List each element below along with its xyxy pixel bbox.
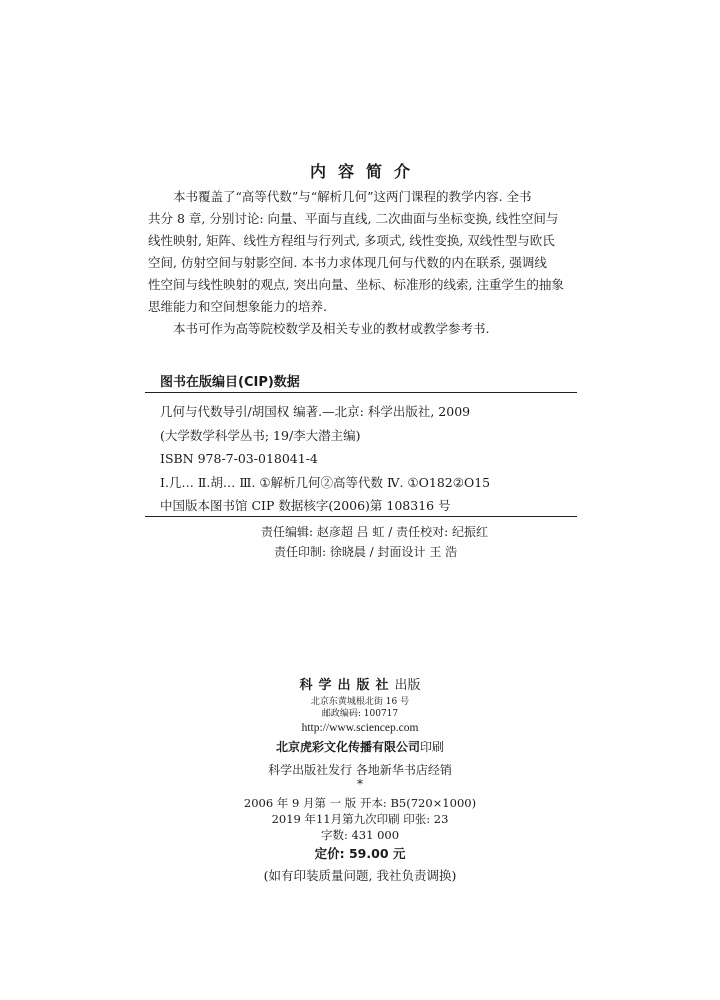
summary-title: 内容简介 <box>309 162 422 181</box>
cip-bottom-rule <box>145 516 577 517</box>
publisher-line <box>0 674 720 693</box>
summary-line: 本书覆盖了“高等代数”与“解析几何”这两门课程的教学内容. 全书 <box>173 189 532 204</box>
price-line: 定价: 59.00 元 <box>314 846 406 861</box>
summary-usage: 本书可作为高等院校数学及相关专业的教材或教学参考书. <box>173 321 490 336</box>
summary-line: 思维能力和空间想象能力的培养. <box>148 299 327 314</box>
cip-line-isbn: ISBN 978-7-03-018041-4 <box>160 451 318 466</box>
cip-line-series: (大学数学科学丛书; 19/李大潜主编) <box>160 427 361 443</box>
cip-top-rule <box>145 392 577 393</box>
publisher-name: 科学出版社 <box>299 678 395 693</box>
cip-record <box>160 400 490 518</box>
cip-heading: 图书在版编目(CIP)数据 <box>160 375 300 390</box>
distribution-line: 科学出版社发行 各地新华书店经销 <box>268 763 452 777</box>
printer-line <box>0 738 720 755</box>
publisher-address: 北京东黄城根北街 16 号 <box>310 697 410 707</box>
summary-line: 空间, 仿射空间与射影空间. 本书力求体现几何与代数的内在联系, 强调线 <box>148 255 547 270</box>
quality-note: (如有印装质量问题, 我社负责调换) <box>263 868 457 883</box>
publication-info <box>0 674 720 884</box>
edition-line: 2006 年 9 月第 一 版 开本: B5(720×1000) <box>243 796 477 810</box>
printer-name: 北京虎彩文化传播有限公司 <box>275 740 420 754</box>
publisher-url: http://www.sciencep.com <box>301 722 419 734</box>
publisher-postcode: 邮政编码: 100717 <box>321 709 399 719</box>
cip-line-title: 几何与代数导引/胡国权 编著.—北京: 科学出版社, 2009 <box>160 404 471 419</box>
summary-line: 共分 8 章, 分别讨论: 向量、平面与直线, 二次曲面与坐标变换, 线性空间与 <box>148 211 559 226</box>
separator-star: * <box>357 777 363 791</box>
cip-line-record-number: 中国版本图书馆 CIP 数据核字(2006)第 108316 号 <box>160 498 451 513</box>
staff-production: 责任印制: 徐晓晨 / 封面设计 王 浩 <box>274 545 458 559</box>
cip-line-classification: Ⅰ.几… Ⅱ.胡… Ⅲ. ①解析几何②高等代数 Ⅳ. ①O182②O15 <box>160 474 491 490</box>
publisher-suffix: 出版 <box>394 678 421 693</box>
summary-body <box>148 186 578 340</box>
printer-suffix: 印刷 <box>420 740 445 754</box>
summary-line: 线性映射, 矩阵、线性方程组与行列式, 多项式, 线性变换, 双线性型与欧氏 <box>148 233 555 248</box>
summary-line: 性空间与线性映射的观点, 突出向量、坐标、标准形的线索, 注重学生的抽象 <box>148 277 564 292</box>
printing-line: 2019 年11月第九次印刷 印张: 23 <box>271 812 449 826</box>
staff-editors: 责任编辑: 赵彦超 吕 虹 / 责任校对: 纪振红 <box>261 525 489 539</box>
word-count-line: 字数: 431 000 <box>320 828 400 842</box>
